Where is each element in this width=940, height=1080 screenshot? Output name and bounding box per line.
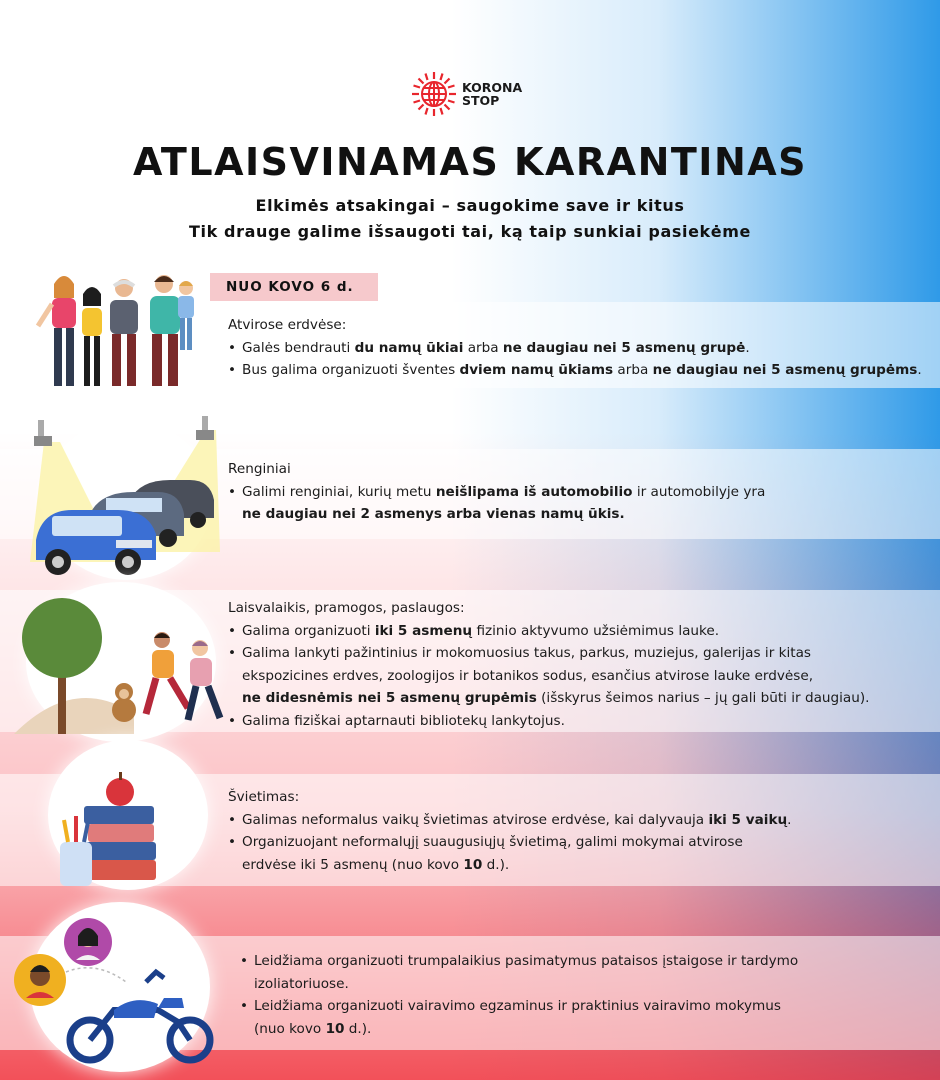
s5-b2-a: Leidžiama organizuoti vairavimo egzaminus ir praktinius vairavimo mokymus	[254, 998, 781, 1014]
s3-b1-b: iki 5 asmenų	[374, 622, 473, 639]
section-3-bullet-2	[228, 642, 933, 710]
page-title: ATLAISVINAMAS KARANTINAS	[132, 140, 808, 184]
section-3-heading: Laisvalaikis, pramogos, paslaugos:	[228, 600, 465, 616]
s1-b2-e: .	[917, 362, 922, 378]
s3-b2-d: (išskyrus šeimos narius – jų gali būti ir daugiau).	[536, 690, 870, 706]
section-5-bullet-2	[240, 995, 930, 1040]
s5-b2-c: 10	[325, 1020, 345, 1037]
subtitle-2: Tik drauge galime išsaugoti tai, ką taip sunkiai pasiekėme	[189, 222, 751, 241]
section-4-bullet-1	[228, 809, 933, 832]
section-1-bullet-1	[228, 337, 933, 360]
section-3-bullet-3: • Galima fiziškai aptarnauti bibliotekų lankytojus.	[228, 710, 933, 733]
s4-b2-b: erdvėse iki 5 asmenų (nuo kovo	[242, 856, 464, 873]
drive-in-cars-illustration	[30, 412, 220, 584]
korona-stop-logo	[410, 70, 522, 118]
section-4-text	[228, 786, 933, 876]
s1-b1-b: du namų ūkiai	[354, 339, 464, 356]
section-5-text	[240, 950, 930, 1040]
section-3-text	[228, 597, 933, 732]
section-1-text	[228, 314, 933, 382]
s5-b1-b: izoliatoriuose.	[254, 975, 349, 992]
s4-b1-b: iki 5 vaikų	[708, 811, 788, 828]
subtitle-1: Elkimės atsakingai – saugokime save ir kitus	[255, 196, 685, 215]
s2-b1-a: Galimi renginiai, kurių metu	[242, 483, 436, 500]
s1-b1-c: arba	[463, 339, 503, 356]
s3-b2-b: ekspozicines erdves, zoologijos ir botanikos sodus, esančius atvirose lauke erdvėse,	[242, 667, 814, 684]
logo-line1: KORONA	[462, 80, 523, 95]
books-apple-illustration	[54, 766, 164, 896]
section-2-bullet-1	[228, 481, 933, 526]
s1-b1-a: Galės bendrauti	[242, 339, 355, 356]
section-1-heading: Atvirose erdvėse:	[228, 317, 347, 333]
s3-b2-a: Galima lankyti pažintinius ir mokomuosius takus, parkus, muziejus, galerijas ir kitas	[242, 645, 811, 661]
s1-b1-d: ne daugiau nei 5 asmenų grupė	[502, 339, 746, 356]
section-5-bullet-1	[240, 950, 930, 995]
s2-b1-b: neišlipama iš automobilio	[435, 483, 633, 500]
s2-b1-c: ir automobilyje yra	[632, 483, 766, 500]
s4-b2-a: Organizuojant neformalųjį suaugusiųjų švietimą, galimi mokymai atvirose	[242, 834, 743, 850]
date-tag: NUO KOVO 6 d.	[210, 273, 378, 301]
s1-b2-c: arba	[613, 362, 653, 378]
s1-b2-d: ne daugiau nei 5 asmenų grupėms	[652, 362, 918, 378]
s3-b1-a: Galima organizuoti	[242, 622, 375, 639]
s3-b2-c: ne didesnėmis nei 5 asmenų grupėmis	[242, 690, 537, 706]
park-leisure-illustration	[14, 594, 234, 736]
family-illustration	[32, 270, 212, 392]
s3-b1-c: fizinio aktyvumo užsiėmimus lauke.	[472, 622, 720, 639]
section-4-heading: Švietimas:	[228, 789, 300, 805]
s4-b2-c: 10	[463, 856, 483, 873]
s4-b2-d: d.).	[482, 856, 510, 873]
s1-b2-b: dviem namų ūkiams	[459, 362, 614, 378]
logo-line2: STOP	[462, 93, 500, 108]
visits-driving-illustration	[6, 912, 226, 1072]
s1-b2-a: Bus galima organizuoti šventes	[242, 362, 460, 378]
s4-b1-c: .	[787, 811, 792, 828]
s4-b1-a: Galimas neformalus vaikų švietimas atvirose erdvėse, kai dalyvauja	[242, 811, 709, 828]
logo-text	[462, 81, 522, 107]
section-2-heading: Renginiai	[228, 461, 291, 477]
s2-b1-d: ne daugiau nei 2 asmenys arba vienas namų ūkis.	[242, 506, 625, 522]
section-3-bullet-1	[228, 620, 933, 643]
s5-b1-a: Leidžiama organizuoti trumpalaikius pasimatymus pataisos įstaigose ir tardymo	[254, 953, 799, 969]
section-2-text	[228, 458, 933, 526]
section-1-bullet-2	[228, 359, 933, 382]
s5-b2-b: (nuo kovo	[254, 1020, 326, 1037]
s1-b1-e: .	[745, 339, 750, 356]
virus-globe-icon	[410, 70, 458, 118]
section-4-bullet-2	[228, 831, 933, 876]
s5-b2-d: d.).	[344, 1020, 372, 1037]
